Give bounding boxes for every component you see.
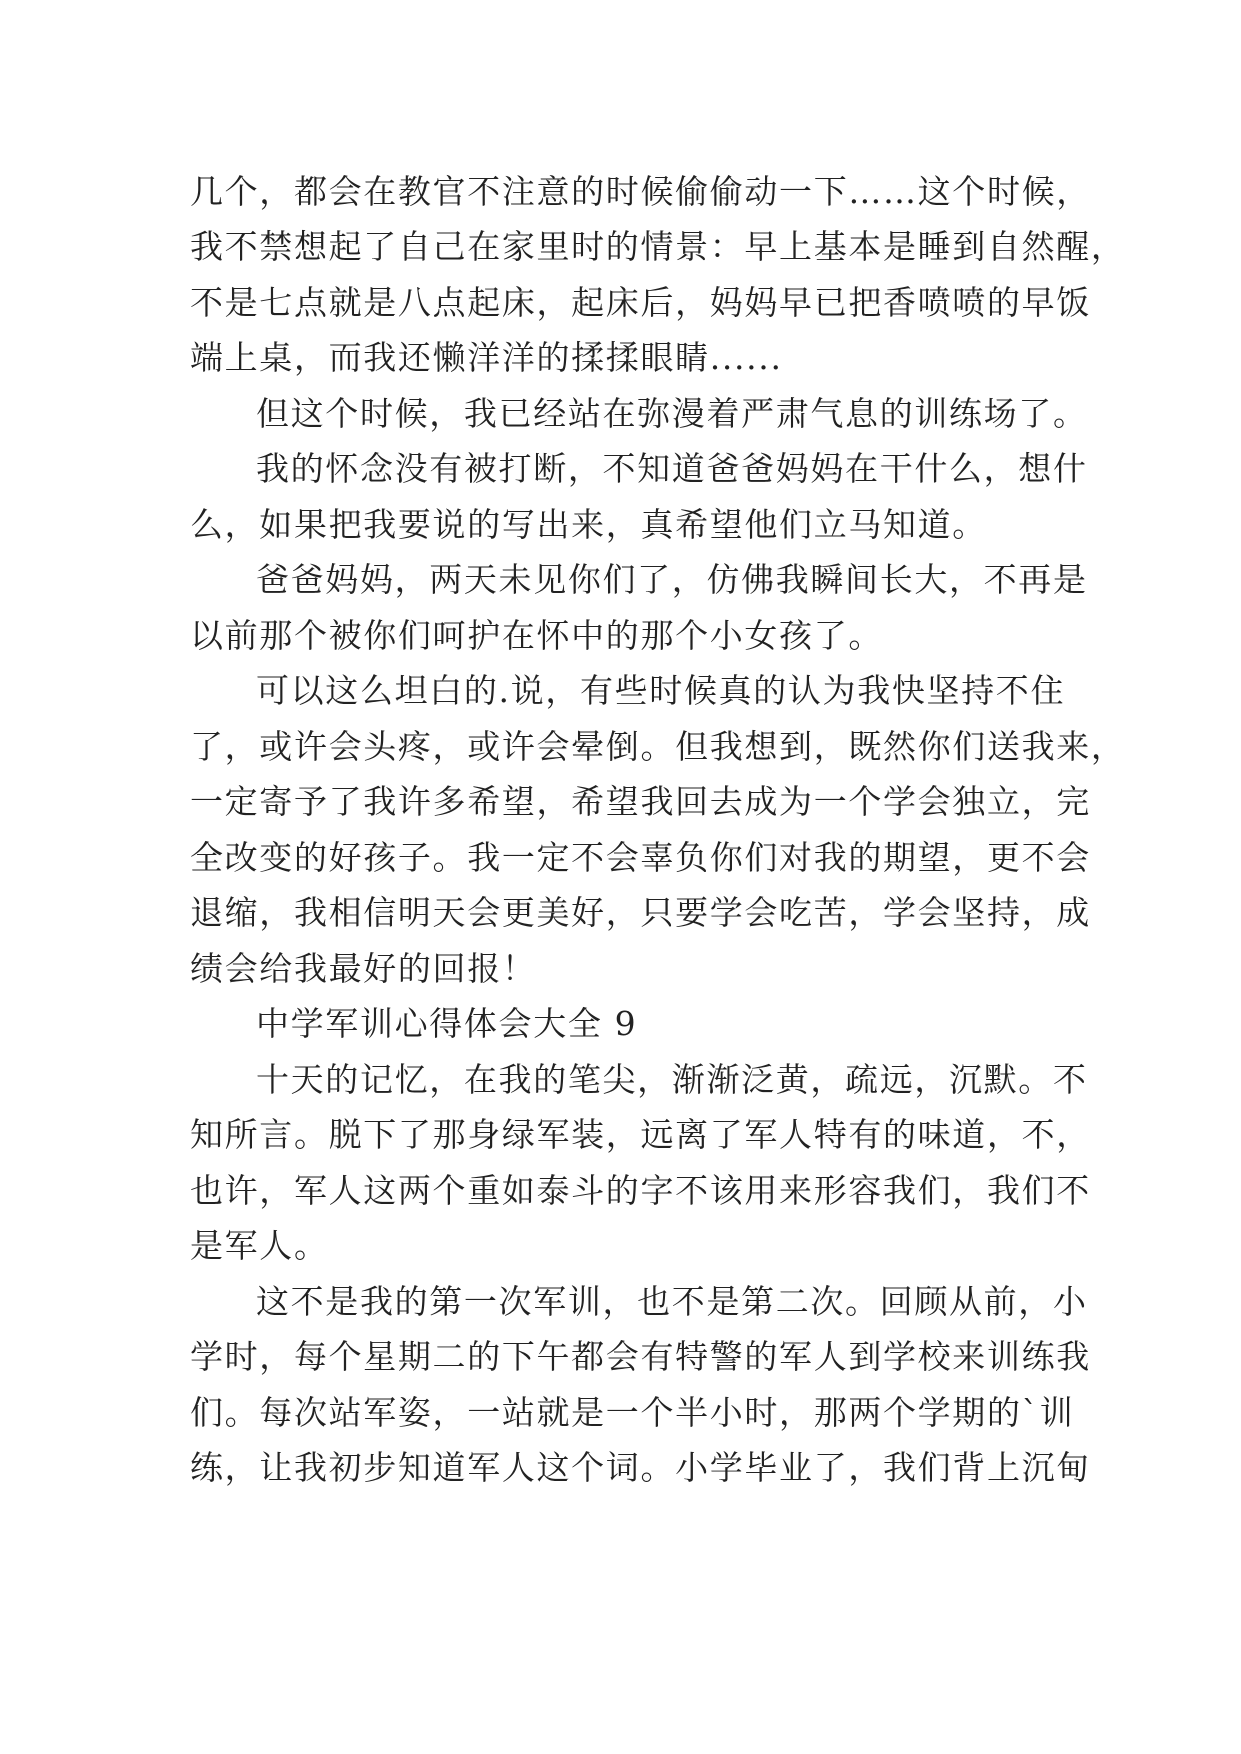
text-line: 爸爸妈妈，两天未见你们了，仿佛我瞬间长大，不再是: [256, 560, 1088, 599]
text-line: 学时，每个星期二的下午都会有特警的军人到学校来训练我: [190, 1337, 1091, 1376]
text-line: 这不是我的第一次军训，也不是第二次。回顾从前，小: [256, 1282, 1088, 1321]
text-line: 但这个时候，我已经站在弥漫着严肃气息的训练场了。: [256, 394, 1088, 433]
text-line: 也许，军人这两个重如泰斗的字不该用来形容我们，我们不: [190, 1171, 1091, 1210]
text-line: 以前那个被你们呵护在怀中的那个小女孩了。: [190, 616, 883, 655]
text-line: 知所言。脱下了那身绿军装，远离了军人特有的味道，不，: [190, 1115, 1091, 1154]
text-line: 一定寄予了我许多希望，希望我回去成为一个学会独立，完: [190, 782, 1091, 821]
text-line: 绩会给我最好的回报！: [190, 949, 537, 988]
text-line: 十天的记忆，在我的笔尖，渐渐泛黄，疏远，沉默。不: [256, 1060, 1088, 1099]
text-line: 端上桌，而我还懒洋洋的揉揉眼睛......: [190, 338, 783, 377]
text-line: 练，让我初步知道军人这个词。小学毕业了，我们背上沉甸: [190, 1448, 1091, 1487]
section-heading: 中学军训心得体会大全 9: [256, 1004, 638, 1043]
text-line: 不是七点就是八点起床，起床后，妈妈早已把香喷喷的早饭: [190, 283, 1091, 322]
text-line: 么，如果把我要说的写出来，真希望他们立马知道。: [190, 505, 987, 544]
text-line: 几个，都会在教官不注意的时候偷偷动一下……这个时候，: [190, 172, 1091, 211]
text-line: 是军人。: [190, 1226, 329, 1265]
text-line: 们。每次站军姿，一站就是一个半小时，那两个学期的`训: [190, 1393, 1075, 1432]
text-line: 退缩，我相信明天会更美好，只要学会吃苦，学会坚持，成: [190, 893, 1091, 932]
text-line: 可以这么坦白的.说，有些时候真的认为我快坚持不住: [256, 671, 1066, 710]
text-line: 了，或许会头疼，或许会晕倒。但我想到，既然你们送我来，: [190, 727, 1126, 766]
text-line: 我的怀念没有被打断，不知道爸爸妈妈在干什么，想什: [256, 449, 1088, 488]
text-line: 全改变的好孩子。我一定不会辜负你们对我的期望，更不会: [190, 838, 1091, 877]
text-line: 我不禁想起了自己在家里时的情景：早上基本是睡到自然醒，: [190, 227, 1126, 266]
